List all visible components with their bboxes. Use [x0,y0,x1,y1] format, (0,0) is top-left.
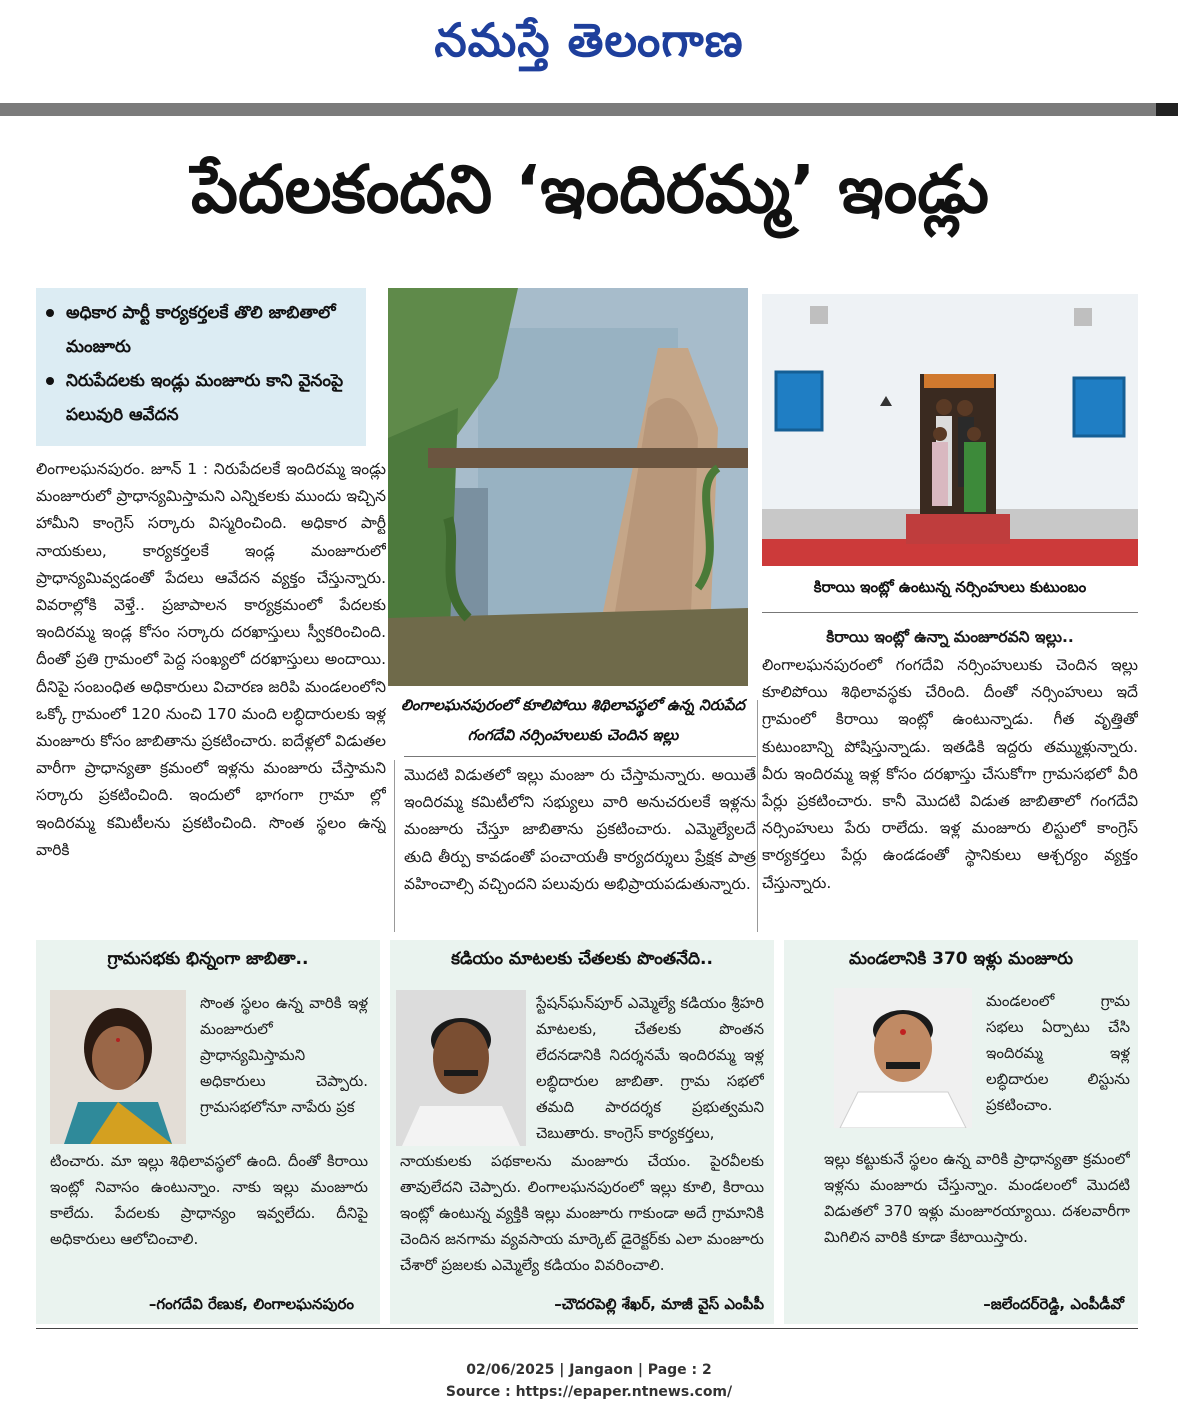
footer-date-edition: 02/06/2025 | Jangaon | Page : 2 [466,1362,712,1378]
page-headline: పేదలకందని ‘ఇందిరమ్మ’ ఇండ్లు [191,151,989,228]
photo-caption-wall: లింగాలఘనపురంలో కూలిపోయి శిథిలావస్థలో ఉన్న నిరుపేద గంగదేవి నర్సింహులుకు చెందిన ఇల్లు [400,696,746,744]
footer-source-link[interactable]: Source : https://epaper.ntnews.com/ [445,1384,733,1400]
highlight-item: అధికార పార్టీ కార్యకర్తలకే తొలి జాబితాలో మంజూరు [46,296,356,364]
masthead-rule-end [1156,103,1178,116]
quote-text-full: ఇల్లు కట్టుకునే స్థలం ఉన్న వారికి ప్రాధాన్యతా క్రమంలో ఇళ్లను మంజూరు చేస్తున్నాం. మండలంలో మొదటి విడుతలో 370 ఇళ్లు మంజూరయ్యాయి. దశలవారీగా మిగిలిన వారికి కూడా కేటాయిస్తారు. [824,1150,1130,1246]
photo-caption-house: కిరాయి ఇంట్లో ఉంటున్న నర్సింహులు కుటుంబం [813,578,1087,596]
article-column-2: మొదటి విడుతలో ఇల్లు మంజూ రు చేస్తామన్నారు. అయితే ఇందిరమ్మ కమిటీలోని సభ్యులు వారి అనుచరులకే ఇళ్లను మంజూరు చేస్తూ జాబితాను ప్రకటించారు. ఎమ్మెల్యేలదే తుది తీర్పు కావడంతో పంచాయతీ కార్యదర్శులు ప్రేక్షక పాత్ర వహించాల్సి వచ్చిందని పలువురు అభిప్రాయపడుతున్నారు. [404,766,756,893]
column-divider [394,760,395,932]
quote-portrait-man-1 [396,990,526,1146]
caption-rule [404,756,756,757]
caption-rule [762,612,1138,613]
column-3-subhead: కిరాయి ఇంట్లో ఉన్నా మంజూరవని ఇల్లు.. [826,628,1074,646]
quote-box-3 [784,940,1138,1324]
quote-text-side: స్టేషన్‌ఘన్‌పూర్ ఎమ్మెల్యే కడియం శ్రీహరి మాటలకు, చేతలకు పొంతన లేదనడానికి నిదర్శనమే ఇందిరమ్మ ఇళ్ల లబ్ధిదారుల జాబితా. గ్రామ సభలో తమది పారదర్శక ప్రభుత్వమని చెబుతారు. కాంగ్రెస్ కార్యకర్తలు, [536,994,764,1142]
masthead-rule [0,103,1178,116]
collapsed-house-photo [388,288,748,686]
quote-portrait-man-2 [834,988,972,1128]
portrait-woman-illustration [50,990,186,1144]
portrait-man-illustration [396,990,526,1146]
highlight-item: నిరుపేదలకు ఇండ్లు మంజూరు కాని వైనంపై పలువురి ఆవేదన [46,364,356,432]
collapsed-house-illustration [388,288,748,686]
quote-signature: –జలేందర్‌రెడ్డి, ఎంపీడీవో [983,1295,1124,1313]
quote-portrait-woman [50,990,186,1144]
article-column-1: లింగాలఘనపురం. జూన్ 1 : నిరుపేదలకే ఇందిరమ్మ ఇండ్లు మంజూరులో ప్రాధాన్యమిస్తామని ఎన్నికలకు ముందు ఇచ్చిన హామీని కాంగ్రెస్ సర్కారు విస్మరించింది. అధికార పార్టీ నాయకులు, కార్యకర్తలకే ఇండ్ల మంజూరులో ప్రాధాన్యమివ్వడంతో పేదలు ఆవేదన వ్యక్తం చేస్తున్నారు. వివరాల్లోకి వెళ్తే.. ప్రజాపాలన కార్యక్రమంలో పేదలకు ఇందిరమ్మ ఇండ్ల కోసం సర్కారు దరఖాస్తులు స్వీకరించింది. దీంతో ప్రతి గ్రామంలో పెద్ద సంఖ్యలో దరఖాస్తులు అందాయి. దీనిపై సంబంధిత అధికారులు విచారణ జరిపి మండలంలోని ఒక్కో గ్రామంలో 120 నుంచి 170 మంది లబ్ధిదారులకు ఇళ్ల మంజూరు కోసం జాబితాను ప్రకటించారు. ఐదేళ్లలో విడుతల వారీగా ప్రాధాన్యతా క్రమంలో ఇళ్లను మంజూరు చేస్తామని సర్కారు ప్రకటించింది. ఇందులో భాగంగా గ్రామా ల్లో ఇందిరమ్మ కమిటీలను ప్రకటించింది. సొంత స్థలం ఉన్న వారికి [36,460,386,859]
article-column-3: లింగాలఘనపురంలో గంగదేవి నర్సింహులుకు చెందిన ఇల్లు కూలిపోయి శిథిలావస్థకు చేరింది. దీంతో నర్సింహులు ఇదే గ్రామంలో కిరాయి ఇంట్లో ఉంటున్నాడు. గీత వృత్తితో కుటుంబాన్ని పోషిస్తున్నాడు. ఇతడికి ఇద్దరు తమ్ముళ్లున్నారు. వీరు ఇందిరమ్మ ఇళ్ల కోసం దరఖాస్తు చేసుకోగా గ్రామసభలో వీరి పేర్లు ప్రకటించారు. కానీ మొదటి విడుత జాబితాలో గంగదేవి నర్సింహులు పేరు రాలేదు. ఇళ్ల మంజూరు లిస్టులో కాంగ్రెస్ కార్యకర్తలు పేర్లు ఉండడంతో స్థానికులు ఆశ్చర్యం వ్యక్తం చేస్తున్నారు. [762,656,1138,892]
quote-text-full: టించారు. మా ఇల్లు శిథిలావస్థలో ఉంది. దీంతో కిరాయి ఇంట్లో నివాసం ఉంటున్నాం. నాకు ఇల్లు మంజూరు కాలేదు. పేదలకు ప్రాధాన్యం ఇవ్వలేదు. దీనిపై అధికారులు ఆలోచించాలి. [50,1152,368,1248]
masthead-logo: నమస్తే తెలంగాణ [434,13,744,67]
quote-box-title: కడియం మాటలకు చేతలకు పొంతనేది.. [451,949,713,969]
rented-house-photo [762,294,1138,566]
house-family-illustration [762,294,1138,566]
quote-text-side: మండలంలో గ్రామ సభలు ఏర్పాటు చేసి ఇందిరమ్మ ఇళ్ల లబ్ధిదారుల లిస్టును ప్రకటించాం. [986,992,1130,1114]
quote-signature: –గంగదేవి రేణుక, లింగాలఘనపురం [148,1295,354,1313]
quote-box-1 [36,940,380,1324]
quote-signature: –చౌదరపెల్లి శేఖర్, మాజీ వైస్ ఎంపీపీ [554,1295,764,1313]
portrait-official-illustration [834,988,972,1128]
quote-box-2 [390,940,774,1324]
highlights-box [36,288,366,446]
quote-text-side: సొంత స్థలం ఉన్న వారికి ఇళ్ల మంజూరులో ప్రాధాన్యమిస్తామని అధికారులు చెప్పారు. గ్రామసభలోనూ నాపేరు ప్రక [200,994,368,1116]
quote-box-title: మండలానికి 370 ఇళ్లు మంజూరు [848,949,1074,969]
bottom-rule [36,1328,1138,1329]
quote-text-full: నాయకులకు పథకాలను మంజూరు చేయం. పైరవీలకు తావులేదని చెప్పారు. లింగాలఘనపురంలో ఇల్లు కూలి, కిరాయి ఇంట్లో ఉంటున్న వ్యక్తికి ఇల్లు మంజూరు గాకుండా అదే గ్రామానికి చెందిన జనగామ వ్యవసాయ మార్కెట్ డైరెక్టర్‌కు ఎలా మంజూరు చేశారో ప్రజలకు ఎమ్మెల్యే కడియం వివరించాలి. [400,1152,764,1274]
quote-box-title: గ్రామసభకు భిన్నంగా జాబితా.. [107,949,309,969]
